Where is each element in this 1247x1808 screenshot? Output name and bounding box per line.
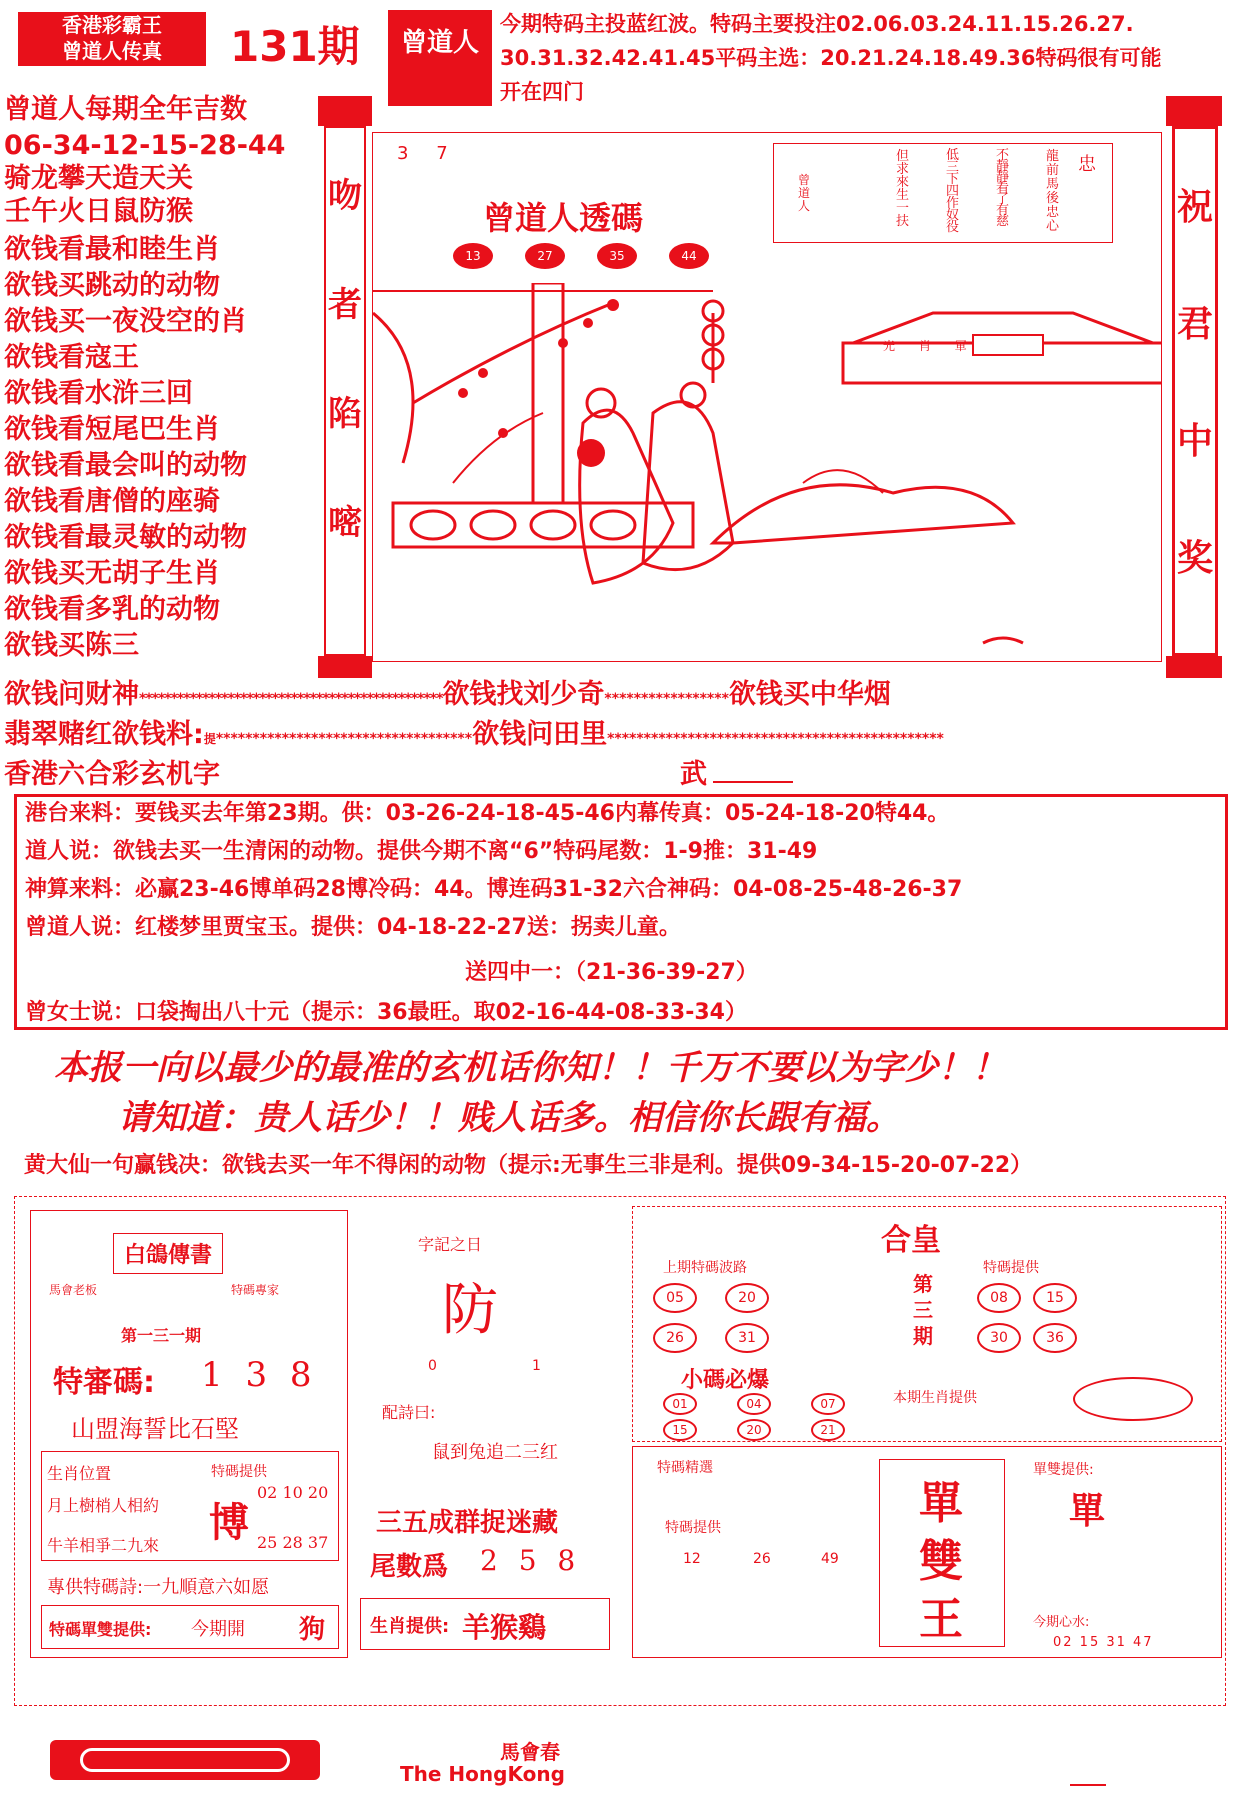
pigeon-small-left: 馬會老板 (49, 1283, 98, 1297)
riddle-line: 欲钱看多乳的动物 (4, 594, 220, 625)
riddle-line: 欲钱买一夜没空的肖 (4, 306, 247, 337)
poem-col: 低三下四作奴役 (946, 148, 960, 235)
building-plaque: 光 肖 軍 (883, 339, 977, 353)
footer-center: 馬會春 (500, 1740, 560, 1764)
right-title: 單雙提供: (1033, 1462, 1094, 1478)
info-line: 道人说：欲钱去买一生清闲的动物。提供今期不离“6”特码尾数：1-9推：31-49 (25, 839, 818, 864)
sun-number: 7 (436, 143, 448, 164)
wide-line-1: 欲钱问财神************************************************欲钱找刘少奇*****************欲钱买中华烟 (4, 679, 891, 710)
wide-line-text: 香港六合彩玄机字 (4, 759, 220, 790)
calendar-left-num: 0 (428, 1358, 437, 1374)
right-scroll (1172, 126, 1218, 656)
riddle-line: 曾道人每期全年吉数 (4, 94, 247, 125)
calendar-panel (352, 1210, 622, 1658)
wide-line-2: 翡翠赌红欲钱料:提***********************************欲钱问田里********************************************** (4, 719, 944, 750)
info-line: 神算来料：必赢23-46博单码28博冷码：44。博连码31-32六合神码：04-08-25-48-26-37 (25, 877, 963, 902)
poem-sign: 曾道人 (798, 173, 811, 213)
lucky-ball: 13 (453, 243, 493, 269)
tail-label: 尾數爲 (370, 1552, 449, 1582)
oval-stamp (1073, 1377, 1193, 1421)
wave-num: 31 (725, 1323, 769, 1353)
wide-line-3 (4, 752, 1244, 791)
dao-logo-text: 曾道人 (400, 28, 479, 58)
riddle-line: 欲钱买跳动的动物 (4, 270, 220, 301)
single-double-label: 特碼單雙提供: (49, 1620, 152, 1639)
riddle-line: 06-34-12-15-28-44 (4, 130, 286, 161)
small-num: 15 (663, 1419, 697, 1441)
period-label: 第三期 (913, 1272, 933, 1348)
poem-col: 龍前馬後忠心 (1046, 149, 1060, 234)
riddle-line: 欲钱看水浒三回 (4, 378, 193, 409)
wide-line-text: 翡翠赌红欲钱料: (4, 719, 204, 750)
huang-daxian-line: 黄大仙一句赢钱决：欲钱去买一年不得闲的动物（提示:无事生三非是利。提供09-34-15-20-07-22） (24, 1153, 1033, 1178)
riddle-line: 欲钱看寇王 (4, 342, 139, 373)
poem-col: 不靜靜看了有慈 (996, 148, 1010, 229)
illustration-panel (372, 132, 1162, 662)
poem-col: 但求來生一扶 (896, 149, 910, 229)
logo-line-1: 香港彩霸王 (62, 13, 162, 37)
group-line: 三五成群捉迷藏 (376, 1508, 559, 1538)
scroll-char: 陷 (328, 394, 362, 434)
info-line: 曾道人说：红楼梦里贾宝玉。提供：04-18-22-27送：拐卖儿童。 (25, 915, 681, 940)
footer-line (1070, 1784, 1106, 1786)
precision-num: 49 (821, 1551, 839, 1567)
dan-shuang-char: 王 (919, 1594, 963, 1645)
dan-shuang-char: 雙 (919, 1536, 963, 1587)
tail-value: 2 5 8 (480, 1544, 582, 1577)
bo-char: 博 (209, 1500, 249, 1546)
scroll-char: 祝 (1176, 187, 1213, 228)
picture-title: 曾道人透碼 (483, 199, 644, 237)
intro-line: 30.31.32.42.41.45平码主选：20.21.24.18.49.36特码很有可能 (500, 46, 1162, 70)
special-num: 15 (1033, 1283, 1077, 1313)
nums-row: 02 10 20 (257, 1483, 329, 1502)
pigeon-small-right: 特碼專家 (231, 1283, 280, 1297)
special-num: 08 (977, 1283, 1021, 1313)
footer-logo-block (50, 1740, 320, 1780)
riddle-line: 欲钱看唐僧的座骑 (4, 486, 220, 517)
info-box (14, 794, 1228, 1030)
wave-num: 26 (653, 1323, 697, 1353)
left-scroll-top-rod (318, 96, 372, 126)
special-num: 30 (977, 1323, 1021, 1353)
wide-line-text: 欲钱问田里 (472, 719, 608, 750)
hehuang-panel (632, 1206, 1222, 1442)
wide-line-text: 欲钱问财神 (4, 679, 139, 710)
wide-line-text: 欲钱买中华烟 (728, 679, 891, 710)
scroll-char: 君 (1176, 304, 1213, 345)
slogan-1: 本报一向以最少的最准的玄机话你知！！千万不要以为字少！！ (54, 1048, 1006, 1088)
scroll-char: 者 (328, 285, 362, 325)
special-poem: 專供特碼詩:一九順意六如愿 (47, 1577, 270, 1598)
tema-label: 特審碼: (53, 1365, 155, 1400)
dao-logo (388, 10, 492, 106)
nums-label: 特碼提供 (211, 1464, 267, 1480)
calendar-right-num: 1 (532, 1358, 541, 1374)
small-title: 小碼必爆 (681, 1368, 770, 1393)
intro-line: 开在四门 (500, 80, 584, 104)
special-num: 36 (1033, 1323, 1077, 1353)
footer-english: The HongKong (400, 1762, 565, 1786)
zodiac-label: 生肖位置 (47, 1464, 112, 1483)
today-heart: 今期心水: (1033, 1615, 1090, 1630)
pigeon-issue: 第一三一期 (121, 1326, 202, 1345)
wave-num: 05 (653, 1283, 697, 1313)
small-num: 21 (811, 1419, 845, 1441)
this-zodiac-label: 本期生肖提供 (893, 1390, 977, 1406)
info-line: 港台来料：要钱买去年第23期。供：03-26-24-18-45-46内幕传真：05-24-18-20特44。 (25, 801, 950, 826)
riddle-line: 欲钱看最灵敏的动物 (4, 522, 247, 553)
scroll-char: 吻 (328, 176, 362, 216)
poem-box (773, 143, 1113, 243)
nums-row: 25 28 37 (257, 1533, 329, 1552)
precision-panel (632, 1446, 1222, 1658)
precision-num: 12 (683, 1551, 701, 1567)
single-double-animal: 狗 (299, 1615, 326, 1645)
sun-number: 3 (397, 143, 409, 164)
precision-title: 特碼精選 (657, 1460, 713, 1476)
left-riddle-column (4, 96, 334, 668)
hehuang-title: 合皇 (881, 1223, 941, 1258)
scroll-char: 嘧 (328, 503, 362, 543)
calendar-header: 字記之日 (418, 1235, 483, 1254)
riddle-line: 欲钱看最会叫的动物 (4, 450, 247, 481)
calendar-big-char: 防 (442, 1278, 498, 1343)
info-center-line: 送四中一：（21-36-39-27） (465, 960, 758, 985)
wide-line-text: 武 (680, 759, 707, 790)
lucky-ball: 35 (597, 243, 637, 269)
header-intro (500, 14, 1240, 103)
precision-num: 26 (753, 1551, 771, 1567)
info-last-line: 曾女士说：口袋掏出八十元（提示：36最旺。取02-16-44-08-33-34） (25, 1000, 747, 1025)
courtyard-scene (373, 283, 1162, 662)
calendar-poem: 鼠到兔追二三红 (432, 1442, 558, 1463)
wide-line-text: 欲钱找刘少奇 (442, 679, 605, 710)
lucky-ball: 44 (669, 243, 709, 269)
last-wave-label: 上期特碼波路 (663, 1260, 747, 1276)
small-num: 04 (737, 1393, 771, 1415)
small-num: 07 (811, 1393, 845, 1415)
single-double-value: 今期開 (191, 1619, 245, 1640)
issue-number: 131期 (230, 22, 360, 71)
zodiac-offer-value: 羊猴鷄 (462, 1611, 547, 1644)
dan-shuang-char: 單 (919, 1478, 963, 1529)
riddle-line: 壬午火日鼠防猴 (4, 196, 193, 227)
pigeon-poem: 山盟海誓比石堅 (71, 1415, 239, 1443)
right-char: 單 (1069, 1490, 1106, 1532)
newspaper-logo (18, 12, 206, 66)
pigeon-panel (30, 1210, 348, 1658)
riddle-line: 欲钱买无胡子生肖 (4, 558, 220, 589)
poem-heading: 忠 (1078, 154, 1096, 175)
small-num: 20 (737, 1419, 771, 1441)
special-label: 特碼提供 (983, 1260, 1039, 1276)
zodiac-offer-label: 生肖提供: (370, 1616, 450, 1637)
zodiac-line: 月上樹梢人相約 (47, 1496, 160, 1515)
zodiac-line: 牛羊相爭二九來 (47, 1536, 160, 1555)
small-num: 01 (663, 1393, 697, 1415)
intro-line: 今期特码主投蓝红波。特码主要投注02.06.03.24.11.15.26.27. (500, 12, 1134, 36)
logo-line-2: 曾道人传真 (62, 39, 162, 63)
scroll-char: 中 (1176, 421, 1213, 462)
precision-sub: 特碼提供 (665, 1520, 721, 1536)
lucky-ball: 27 (525, 243, 565, 269)
pigeon-title: 白鴿傳書 (113, 1233, 223, 1274)
riddle-line: 欲钱看最和睦生肖 (4, 234, 220, 265)
right-nums: 02 15 31 47 (1053, 1635, 1154, 1650)
calendar-poem-label: 配詩曰: (382, 1403, 436, 1422)
riddle-line: 骑龙攀天造天关 (4, 163, 193, 194)
slogan-2: 请知道：贵人话少！！贱人话多。相信你长跟有福。 (118, 1098, 900, 1138)
right-scroll-top-rod (1166, 96, 1222, 126)
wave-num: 20 (725, 1283, 769, 1313)
left-scroll (324, 126, 366, 656)
riddle-line: 欲钱买陈三 (4, 630, 139, 661)
sun-numbers (397, 143, 448, 164)
tema-value: 1 3 8 (201, 1355, 318, 1395)
wide-line-small: 提 (203, 732, 216, 746)
scroll-char: 奖 (1176, 538, 1213, 579)
riddle-line: 欲钱看短尾巴生肖 (4, 414, 220, 445)
